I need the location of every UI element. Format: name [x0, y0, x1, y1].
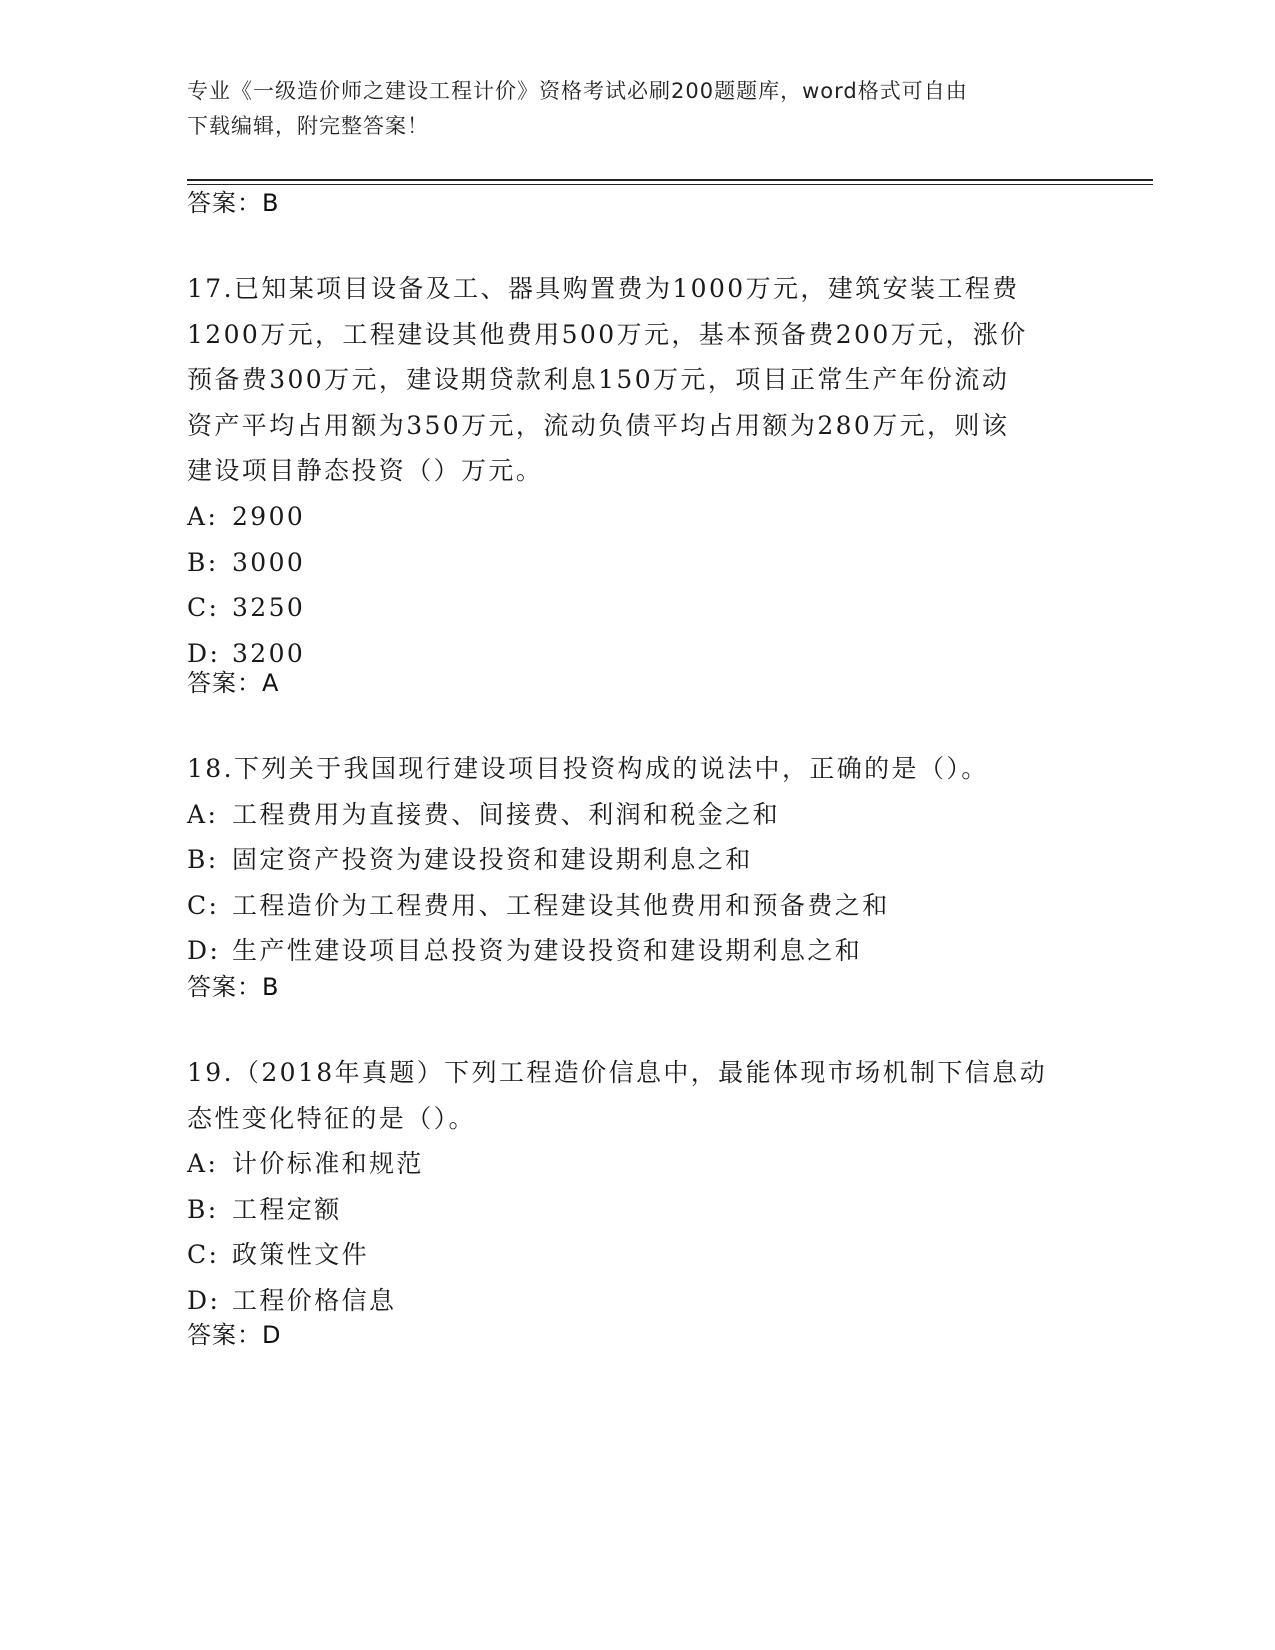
option-key: C: [187, 593, 220, 623]
question-text-line: 建设项目静态投资（）万元。 [187, 456, 544, 486]
option-text: 计价标准和规范 [232, 1149, 424, 1179]
header-rule-thin [187, 184, 1153, 185]
option-d [187, 928, 1087, 974]
option-text: 工程定额 [232, 1194, 342, 1224]
option-key: B: [187, 1194, 219, 1224]
option-c [187, 883, 1087, 929]
answer-18: 答案：B [187, 973, 280, 1001]
option-key: B: [187, 547, 219, 577]
option-text: 工程价格信息 [232, 1285, 397, 1315]
option-text: 3000 [232, 547, 306, 577]
option-d [187, 631, 1087, 677]
option-key: C: [187, 890, 220, 920]
previous-answer: 答案：B [187, 189, 280, 217]
option-d [187, 1278, 1087, 1324]
option-key: D: [187, 936, 221, 966]
question-17 [187, 266, 1087, 676]
option-c [187, 1232, 1087, 1278]
question-text-line: 19.（2018年真题）下列工程造价信息中，最能体现市场机制下信息动 [187, 1058, 1047, 1087]
option-b [187, 1187, 1087, 1233]
question-18 [187, 746, 1087, 974]
option-a [187, 494, 1087, 540]
option-text: 3200 [232, 638, 306, 668]
option-text: 固定资产投资为建设投资和建设期利息之和 [232, 845, 753, 875]
question-text-line: 17.已知某项目设备及工、器具购置费为1000万元，建筑安装工程费 [187, 274, 1020, 303]
question-19 [187, 1050, 1087, 1324]
option-key: A: [187, 799, 219, 829]
option-key: C: [187, 1240, 220, 1270]
option-key: D: [187, 638, 221, 668]
header-line-2: 下载编辑，附完整答案！ [187, 114, 429, 138]
question-text-line: 资产平均占用额为350万元，流动负债平均占用额为280万元，则该 [187, 410, 1010, 440]
option-text: 生产性建设项目总投资为建设投资和建设期利息之和 [232, 936, 863, 966]
option-text: 政策性文件 [232, 1240, 370, 1270]
option-key: D: [187, 1285, 221, 1315]
page-header [187, 74, 1087, 144]
option-key: A: [187, 1149, 219, 1179]
option-text: 3250 [232, 593, 306, 623]
question-text-line: 1200万元，工程建设其他费用500万元，基本预备费200万元，涨价 [187, 319, 1028, 349]
question-text-line: 预备费300万元，建设期贷款利息150万元，项目正常生产年份流动 [187, 365, 1010, 395]
option-c [187, 585, 1087, 631]
option-text: 工程造价为工程费用、工程建设其他费用和预备费之和 [232, 890, 890, 920]
answer-19: 答案：D [187, 1321, 282, 1349]
option-b [187, 837, 1087, 883]
option-key: A: [187, 501, 219, 531]
header-rule-thick [187, 179, 1153, 181]
question-text-line: 18.下列关于我国现行建设项目投资构成的说法中，正确的是（）。 [187, 754, 989, 783]
option-a [187, 1141, 1087, 1187]
answer-17: 答案：A [187, 669, 280, 697]
question-text-line: 态性变化特征的是（）。 [187, 1103, 476, 1133]
option-text: 工程费用为直接费、间接费、利润和税金之和 [232, 799, 781, 829]
option-key: B: [187, 845, 219, 875]
option-b [187, 540, 1087, 586]
header-line-1: 专业《一级造价师之建设工程计价》资格考试必刷200题题库，word格式可自由 [187, 79, 968, 103]
option-text: 2900 [232, 501, 306, 531]
option-a [187, 792, 1087, 838]
